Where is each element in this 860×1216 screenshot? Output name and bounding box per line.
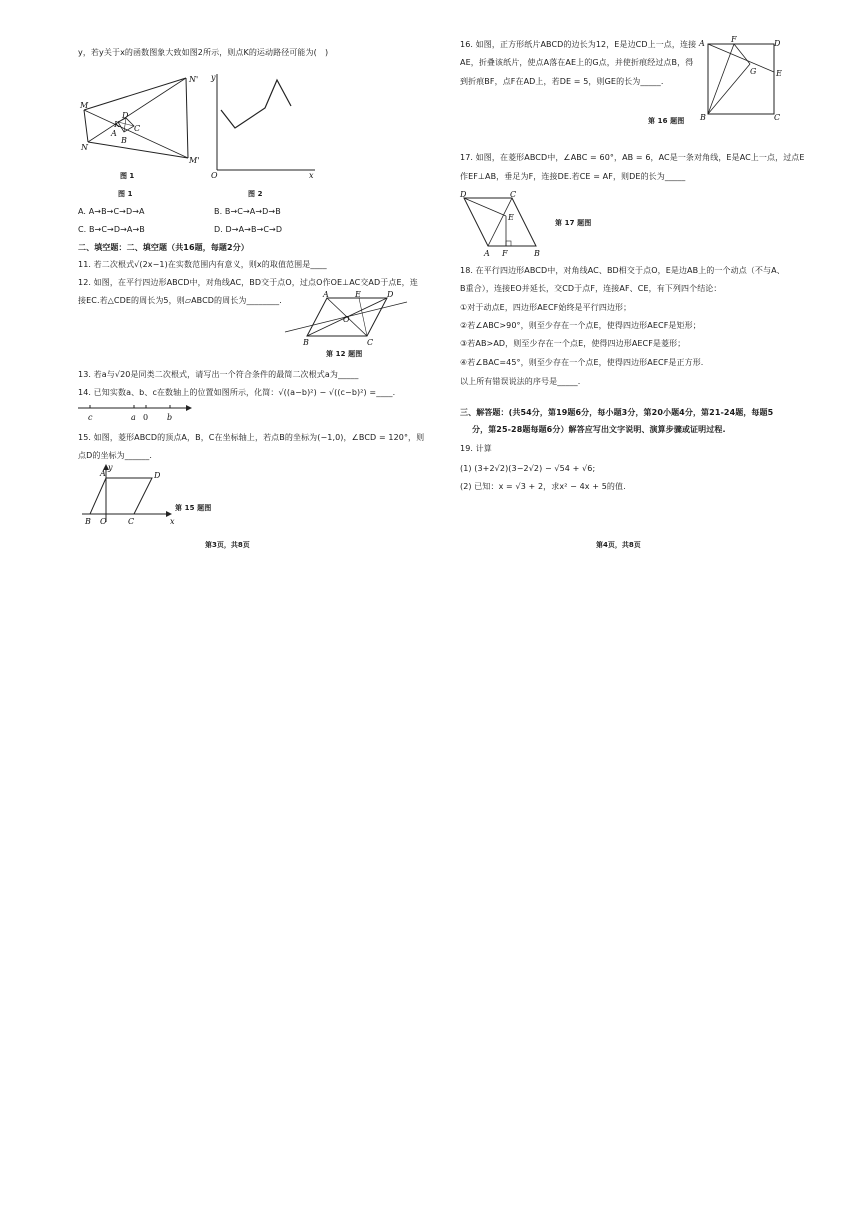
fig2-graph <box>205 70 320 180</box>
svg-text:A: A <box>484 249 490 258</box>
svg-text:B: B <box>303 338 309 347</box>
svg-text:x: x <box>309 171 314 180</box>
svg-text:a: a <box>131 413 136 422</box>
q18-line1: 18. 在平行四边形ABCD中，对角线AC、BD相交于点O，E是边AB上的一个动点（不与A、 <box>460 266 785 275</box>
q19-title: 19. 计算 <box>460 444 492 453</box>
q18-item-3: ③若AB>AD，则至少存在一个点E，使得四边形AECF是菱形； <box>460 339 686 348</box>
svg-text:D: D <box>387 290 394 299</box>
svg-text:M: M <box>80 101 89 110</box>
fig1-diagram <box>78 70 208 180</box>
svg-text:x: x <box>170 517 175 526</box>
svg-text:0: 0 <box>143 413 149 422</box>
svg-text:F: F <box>502 249 508 258</box>
fig1-caption: 图 1 <box>120 172 135 180</box>
q10-option-d: D. D→A→B→C→D <box>214 225 283 234</box>
svg-text:A: A <box>323 290 329 299</box>
q17-line1: 17. 如图，在菱形ABCD中，∠ABC = 60°，AB = 6，AC是一条对角线，E是AC上一点，过点E <box>460 153 805 162</box>
svg-text:O: O <box>343 315 350 324</box>
svg-text:F: F <box>731 36 737 44</box>
q12-line2: 接EC.若△CDE的周长为5，则▱ABCD的周长为________. <box>78 296 282 305</box>
section3-line2: 分，第25-28题每题6分）解答应写出文字说明、演算步骤或证明过程. <box>472 425 726 434</box>
svg-text:A: A <box>100 469 106 478</box>
left-page-footer: 第3页，共8页 <box>205 541 250 549</box>
q10-tail: y，若y关于x的函数图象大致如图2所示，则点K的运动路径可能为( ) <box>78 48 329 57</box>
q19-item-1: (1) (3+2√2)(3−2√2) − √54 + √6; <box>460 464 596 473</box>
svg-text:A: A <box>111 129 117 138</box>
svg-text:D: D <box>154 471 161 480</box>
svg-text:E: E <box>776 69 782 78</box>
q10-option-b: B. B→C→A→D→B <box>214 207 281 216</box>
svg-text:M': M' <box>189 156 200 165</box>
right-page-footer: 第4页，共8页 <box>596 541 641 549</box>
svg-text:N': N' <box>189 75 199 84</box>
q10-option-c: C. B→C→D→A→B <box>78 225 145 234</box>
svg-text:y: y <box>211 73 216 82</box>
svg-text:C: C <box>128 517 135 526</box>
svg-text:D: D <box>122 111 129 120</box>
q15-line2: 点D的坐标为______. <box>78 451 153 460</box>
svg-text:E: E <box>508 213 514 222</box>
q18-item-1: ①对于动点E，四边形AECF始终是平行四边形； <box>460 303 632 312</box>
q11-text: 11. 若二次根式√(2x−1)在实数范围内有意义，则x的取值范围是____ <box>78 260 327 269</box>
fig12-parallelogram <box>283 290 413 350</box>
svg-text:b: b <box>167 413 173 422</box>
svg-text:O: O <box>100 517 107 526</box>
fig17-caption: 第 17 题图 <box>555 219 592 227</box>
fig12-caption: 第 12 题图 <box>326 350 363 358</box>
svg-text:O: O <box>211 171 218 180</box>
svg-text:D: D <box>774 39 781 48</box>
q18-item-4: ④若∠BAC=45°，则至少存在一个点E，使得四边形AECF是正方形. <box>460 358 704 367</box>
q12-line1: 12. 如图，在平行四边形ABCD中，对角线AC，BD交于点O，过点O作OE⊥AC交AD于点E，连 <box>78 278 418 287</box>
svg-text:A: A <box>699 39 705 48</box>
fig17-rhombus <box>458 188 548 260</box>
fig16-caption: 第 16 题图 <box>648 117 685 125</box>
q15-line1: 15. 如图，菱形ABCD的顶点A，B，C在坐标轴上，若点B的坐标为(−1,0)，∠BCD = 120°，则 <box>78 433 425 442</box>
svg-text:N: N <box>81 143 88 152</box>
q17-line2: 作EF⊥AB，垂足为F，连接DE.若CE = AF，则DE的长为_____ <box>460 172 686 181</box>
svg-text:c: c <box>88 413 93 422</box>
svg-text:B: B <box>85 517 91 526</box>
section2-title: 二、填空题：二、填空题（共16题，每题2分） <box>78 243 249 252</box>
q16-line2: AE，折叠该纸片，使点A落在AE上的G点，并使折痕经过点B，得 <box>460 58 694 67</box>
section3-line1: 三、解答题：(共54分，第19题6分，每小题3分，第20小题4分，第21-24题，每题5 <box>460 408 774 417</box>
svg-text:C: C <box>774 113 781 122</box>
svg-text:E: E <box>355 290 361 299</box>
q18-tail: 以上所有错误说法的序号是_____. <box>460 377 581 386</box>
svg-text:G: G <box>750 67 757 76</box>
svg-text:y: y <box>108 463 113 472</box>
svg-text:C: C <box>134 124 141 133</box>
fig1-caption-text: 图 1 <box>118 190 133 198</box>
q18-line2: B重合），连接EO并延长，交CD于点F，连接AF、CE，有下列四个结论： <box>460 284 722 293</box>
svg-text:K: K <box>114 120 120 129</box>
q14-text: 14. 已知实数a、b、c在数轴上的位置如图所示，化简：√((a−b)²) − √((c−b)²) =____. <box>78 388 396 397</box>
fig16-square <box>698 36 788 122</box>
svg-text:B: B <box>700 113 706 122</box>
svg-text:B: B <box>534 249 540 258</box>
number-line <box>78 402 198 424</box>
q16-line1: 16. 如图，正方形纸片ABCD的边长为12，E是边CD上一点，连接 <box>460 40 697 49</box>
q18-item-2: ②若∠ABC>90°，则至少存在一个点E，使得四边形AECF是矩形； <box>460 321 701 330</box>
fig2-caption-text: 图 2 <box>248 190 263 198</box>
q13-text: 13. 若a与√20是同类二次根式，请写出一个符合条件的最简二次根式a为_____ <box>78 370 359 379</box>
svg-text:B: B <box>121 136 127 145</box>
fig15-rhombus <box>78 462 178 528</box>
svg-text:D: D <box>460 190 467 199</box>
svg-text:C: C <box>510 190 517 199</box>
q16-line3: 到折痕BF，点F在AD上，若DE = 5，则GE的长为_____. <box>460 77 664 86</box>
svg-text:C: C <box>367 338 374 347</box>
q19-item-2: (2) 已知：x = √3 + 2，求x² − 4x + 5的值. <box>460 482 626 491</box>
fig15-caption: 第 15 题图 <box>175 504 212 512</box>
q10-option-a: A. A→B→C→D→A <box>78 207 145 216</box>
